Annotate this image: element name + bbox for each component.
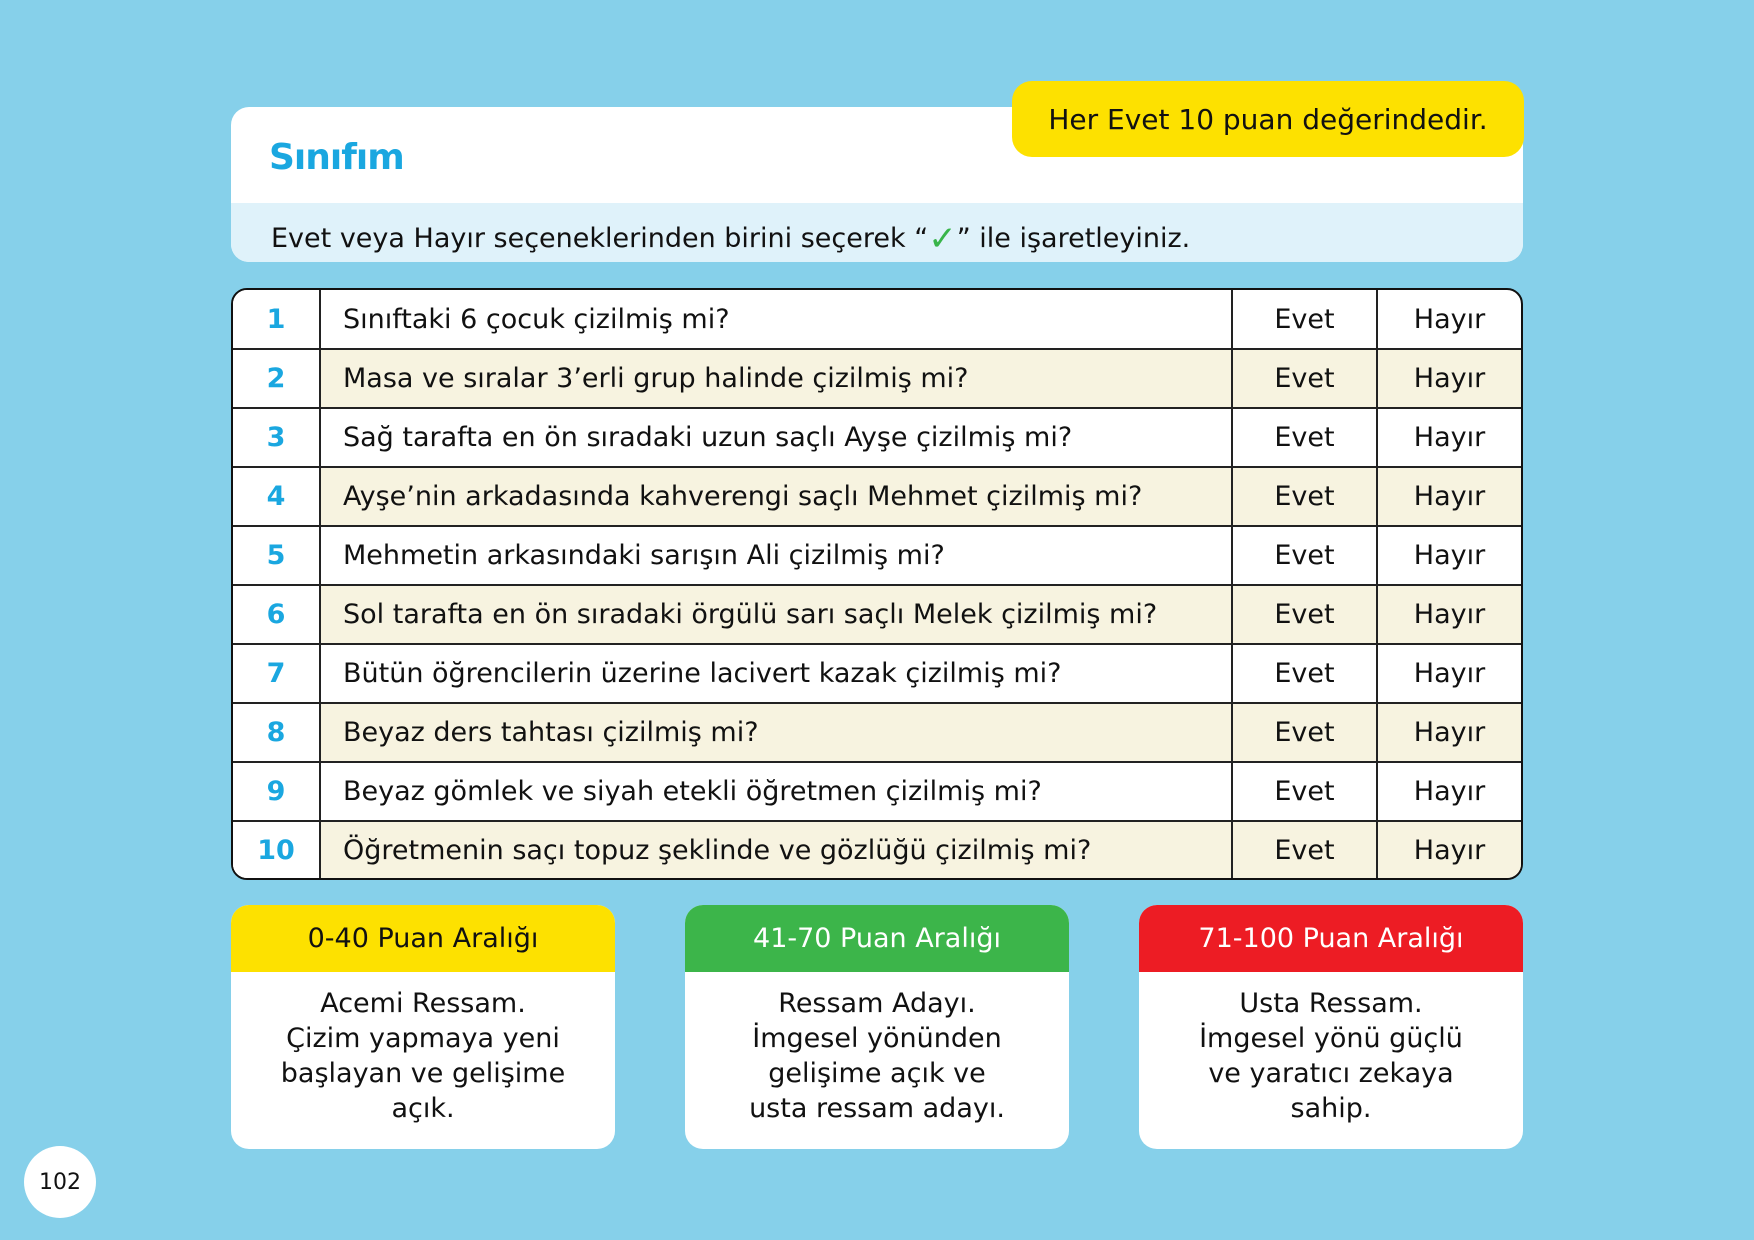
table-row (233, 702, 1521, 761)
score-line: Acemi Ressam. (320, 988, 526, 1019)
table-row (233, 525, 1521, 584)
score-line: ve yaratıcı zekaya (1208, 1058, 1454, 1089)
question-text: Beyaz gömlek ve siyah etekli öğretmen çizilmiş mi? (321, 763, 1233, 820)
question-text: Masa ve sıralar 3’erli grup halinde çizilmiş mi? (321, 350, 1233, 407)
answer-yes[interactable]: Evet (1233, 763, 1378, 820)
score-line: Usta Ressam. (1239, 988, 1423, 1019)
question-number: 1 (233, 290, 321, 348)
question-number: 2 (233, 350, 321, 407)
question-table (231, 288, 1523, 880)
score-line: usta ressam adayı. (749, 1093, 1005, 1124)
question-number: 7 (233, 645, 321, 702)
question-text: Sınıftaki 6 çocuk çizilmiş mi? (321, 290, 1233, 348)
answer-no[interactable]: Hayır (1413, 835, 1486, 866)
score-range-heading: 0-40 Puan Aralığı (231, 905, 615, 972)
score-line: sahip. (1290, 1093, 1372, 1124)
table-row (233, 290, 1521, 348)
score-description (685, 972, 1069, 1126)
question-number: 10 (233, 822, 321, 879)
score-line: gelişime açık ve (768, 1058, 986, 1089)
answer-no[interactable]: Hayır (1413, 303, 1486, 335)
question-text: Beyaz ders tahtası çizilmiş mi? (321, 704, 1233, 761)
instruction-before: Evet veya Hayır seçeneklerinden birini seçerek “ (271, 223, 929, 254)
answer-no[interactable]: Hayır (1413, 422, 1486, 453)
question-text: Sağ tarafta en ön sıradaki uzun saçlı Ayşe çizilmiş mi? (321, 409, 1233, 466)
question-number: 5 (233, 527, 321, 584)
table-row (233, 407, 1521, 466)
answer-yes[interactable]: Evet (1233, 822, 1378, 879)
question-number: 6 (233, 586, 321, 643)
answer-no[interactable]: Hayır (1413, 363, 1486, 394)
score-line: başlayan ve gelişime (280, 1058, 566, 1089)
score-card-beginner (231, 905, 615, 1149)
answer-no[interactable]: Hayır (1413, 599, 1486, 630)
question-text: Bütün öğrencilerin üzerine lacivert kazak çizilmiş mi? (321, 645, 1233, 702)
answer-yes[interactable]: Evet (1233, 409, 1378, 466)
score-line: Ressam Adayı. (778, 988, 976, 1019)
answer-yes[interactable]: Evet (1233, 586, 1378, 643)
score-range-heading: 71-100 Puan Aralığı (1139, 905, 1523, 972)
score-range-heading: 41-70 Puan Aralığı (685, 905, 1069, 972)
question-number: 4 (233, 468, 321, 525)
question-number: 8 (233, 704, 321, 761)
instruction-text (271, 219, 1190, 259)
score-description (1139, 972, 1523, 1126)
answer-yes[interactable]: Evet (1233, 468, 1378, 525)
table-row (233, 466, 1521, 525)
question-text: Sol tarafta en ön sıradaki örgülü sarı saçlı Melek çizilmiş mi? (321, 586, 1233, 643)
answer-no[interactable]: Hayır (1413, 481, 1486, 512)
answer-yes[interactable]: Evet (1233, 645, 1378, 702)
table-row (233, 348, 1521, 407)
score-line: Çizim yapmaya yeni (286, 1023, 560, 1054)
question-number: 3 (233, 409, 321, 466)
table-row (233, 643, 1521, 702)
score-line: açık. (391, 1093, 455, 1124)
question-text: Öğretmenin saçı topuz şeklinde ve gözlüğü çizilmiş mi? (321, 822, 1233, 879)
score-description (231, 972, 615, 1126)
instruction-after: ” ile işaretleyiniz. (956, 223, 1191, 254)
answer-yes[interactable]: Evet (1233, 704, 1378, 761)
question-text: Ayşe’nin arkadasında kahverengi saçlı Mehmet çizilmiş mi? (321, 468, 1233, 525)
question-number: 9 (233, 763, 321, 820)
table-row (233, 584, 1521, 643)
answer-yes[interactable]: Evet (1233, 527, 1378, 584)
score-card-candidate (685, 905, 1069, 1149)
score-line: İmgesel yönünden (752, 1023, 1002, 1054)
score-line: İmgesel yönü güçlü (1199, 1023, 1463, 1054)
table-row (233, 761, 1521, 820)
score-card-master (1139, 905, 1523, 1149)
table-row (233, 820, 1521, 879)
answer-yes[interactable]: Evet (1233, 350, 1378, 407)
logo: Sınıfım (269, 137, 404, 178)
answer-no[interactable]: Hayır (1413, 717, 1486, 748)
answer-yes[interactable]: Evet (1233, 290, 1378, 348)
checkmark-icon: ✓ (928, 219, 957, 259)
answer-no[interactable]: Hayır (1413, 658, 1486, 689)
page-number: 102 (24, 1146, 96, 1218)
points-badge: Her Evet 10 puan değerindedir. (1012, 81, 1524, 157)
answer-no[interactable]: Hayır (1413, 776, 1486, 807)
answer-no[interactable]: Hayır (1413, 540, 1486, 571)
question-text: Mehmetin arkasındaki sarışın Ali çizilmiş mi? (321, 527, 1233, 584)
